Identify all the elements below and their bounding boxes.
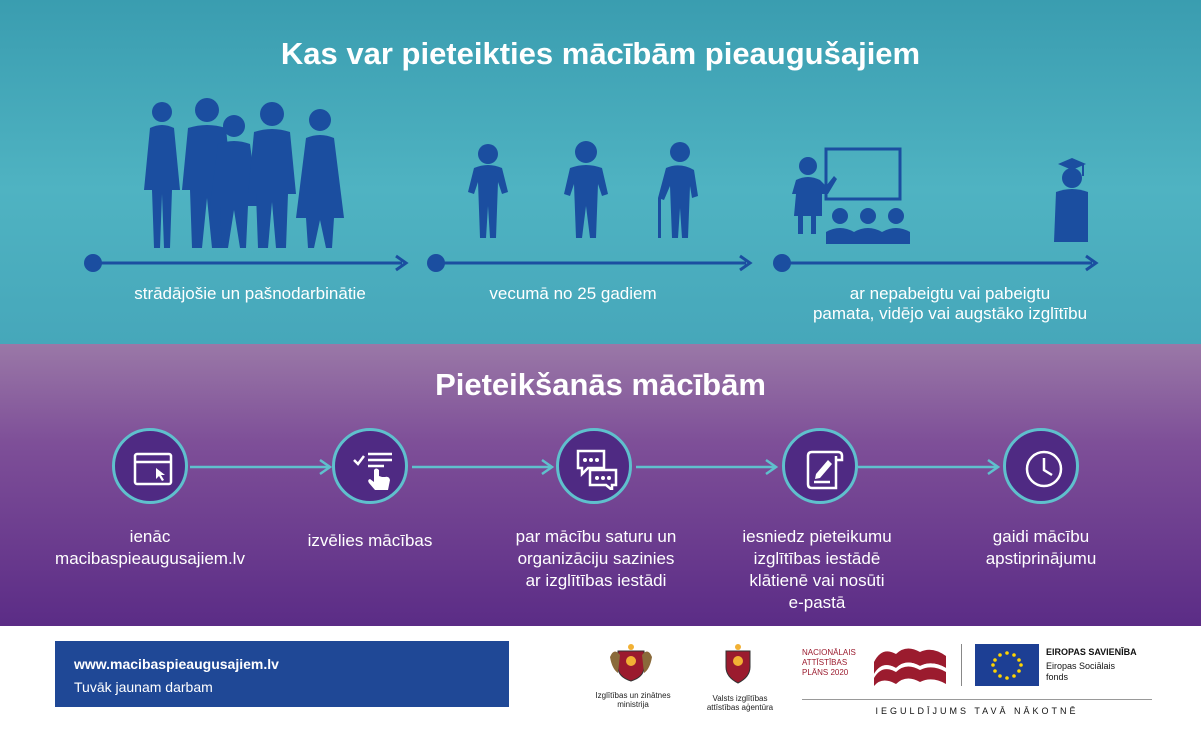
group-label-education-line2: pamata, vidējo vai augstāko izglītību <box>812 304 1088 323</box>
nap-label-line3: PLĀNS 2020 <box>802 668 849 677</box>
step-label-submit-line1: iesniedz pieteikumu <box>742 527 892 546</box>
group-label-education <box>770 284 1130 324</box>
slogan: IEGULDĪJUMS TAVĀ NĀKOTNĒ <box>875 706 1079 716</box>
eu-fund-label-line1: Eiropas Sociālais <box>1046 661 1116 671</box>
step-label-wait-line1: gaidi mācību <box>992 527 1090 546</box>
step-label-contact <box>486 526 706 592</box>
nap-label <box>802 648 856 678</box>
step-label-wait <box>946 526 1136 570</box>
step-label-wait-line2: apstiprinājumu <box>985 549 1097 568</box>
nap-label-line2: ATTĪSTĪBAS <box>802 658 848 667</box>
website-tagline: Tuvāk jaunam darbam <box>74 679 213 695</box>
logo-divider <box>961 644 962 686</box>
age-people-icon <box>468 140 702 240</box>
group-label-working: strādājošie un pašnodarbinātie <box>134 284 366 303</box>
website-box[interactable] <box>55 641 509 707</box>
step-label-contact-line1: par mācību saturu un <box>515 527 677 546</box>
agency-label-line1: Valsts izglītības <box>712 694 768 703</box>
chat-icon <box>576 448 618 490</box>
browser-icon <box>132 448 174 490</box>
nap-label-line1: NACIONĀLAIS <box>802 648 856 657</box>
step-label-browse-line1: ienāc <box>129 527 171 546</box>
eu-fund-label <box>1046 661 1115 683</box>
eu-fund-label-line2: fonds <box>1046 672 1069 682</box>
document-sign-icon <box>802 448 844 490</box>
step-label-contact-line3: ar izglītības iestādi <box>525 571 667 590</box>
slogan-rule <box>802 699 1152 700</box>
eligibility-title: Kas var pieteikties mācībām pieaugušajiem <box>280 36 921 71</box>
group-label-education-line1: ar nepabeigtu vai pabeigtu <box>849 284 1051 303</box>
application-title: Pieteikšanās mācībām <box>435 367 766 402</box>
group-label-age: vecumā no 25 gadiem <box>489 284 657 303</box>
website-link[interactable]: www.macibaspieaugusajiem.lv <box>74 656 279 672</box>
step-wait <box>1003 428 1079 504</box>
step-label-submit <box>712 526 922 614</box>
step-label-submit-line3: klātienē vai nosūti <box>749 571 885 590</box>
education-icon <box>788 146 1088 246</box>
eu-flag-icon <box>975 644 1039 686</box>
step-label-submit-line2: izglītības iestādē <box>753 549 881 568</box>
ministry-label-line1: Izglītības un zinātnes <box>595 691 671 700</box>
step-label-contact-line2: organizāciju sazinies <box>517 549 675 568</box>
agency-label-line2: attīstības aģentūra <box>706 703 774 712</box>
step-label-choose <box>280 530 460 552</box>
eu-title: EIROPAS SAVIENĪBA <box>1046 647 1137 657</box>
step-contact <box>556 428 632 504</box>
step-label-submit-line4: e-pastā <box>788 593 846 612</box>
coat-of-arms-icon <box>608 643 654 683</box>
timeline-arrows <box>80 250 1110 276</box>
clock-icon <box>1023 448 1065 490</box>
working-people-icon <box>140 98 346 250</box>
step-choose <box>332 428 408 504</box>
select-list-icon <box>352 448 394 490</box>
nap-flag-logo-icon <box>872 642 948 686</box>
step-browse <box>112 428 188 504</box>
step-label-choose-line1: izvēlies mācības <box>307 531 433 550</box>
step-label-browse-line2: macibaspieaugusajiem.lv <box>55 549 245 568</box>
step-submit <box>782 428 858 504</box>
ministry-label-line2: ministrija <box>617 700 649 709</box>
ministry-label <box>588 691 678 709</box>
agency-emblem-icon <box>720 643 756 685</box>
step-label-browse <box>30 526 270 570</box>
agency-label <box>698 694 782 712</box>
